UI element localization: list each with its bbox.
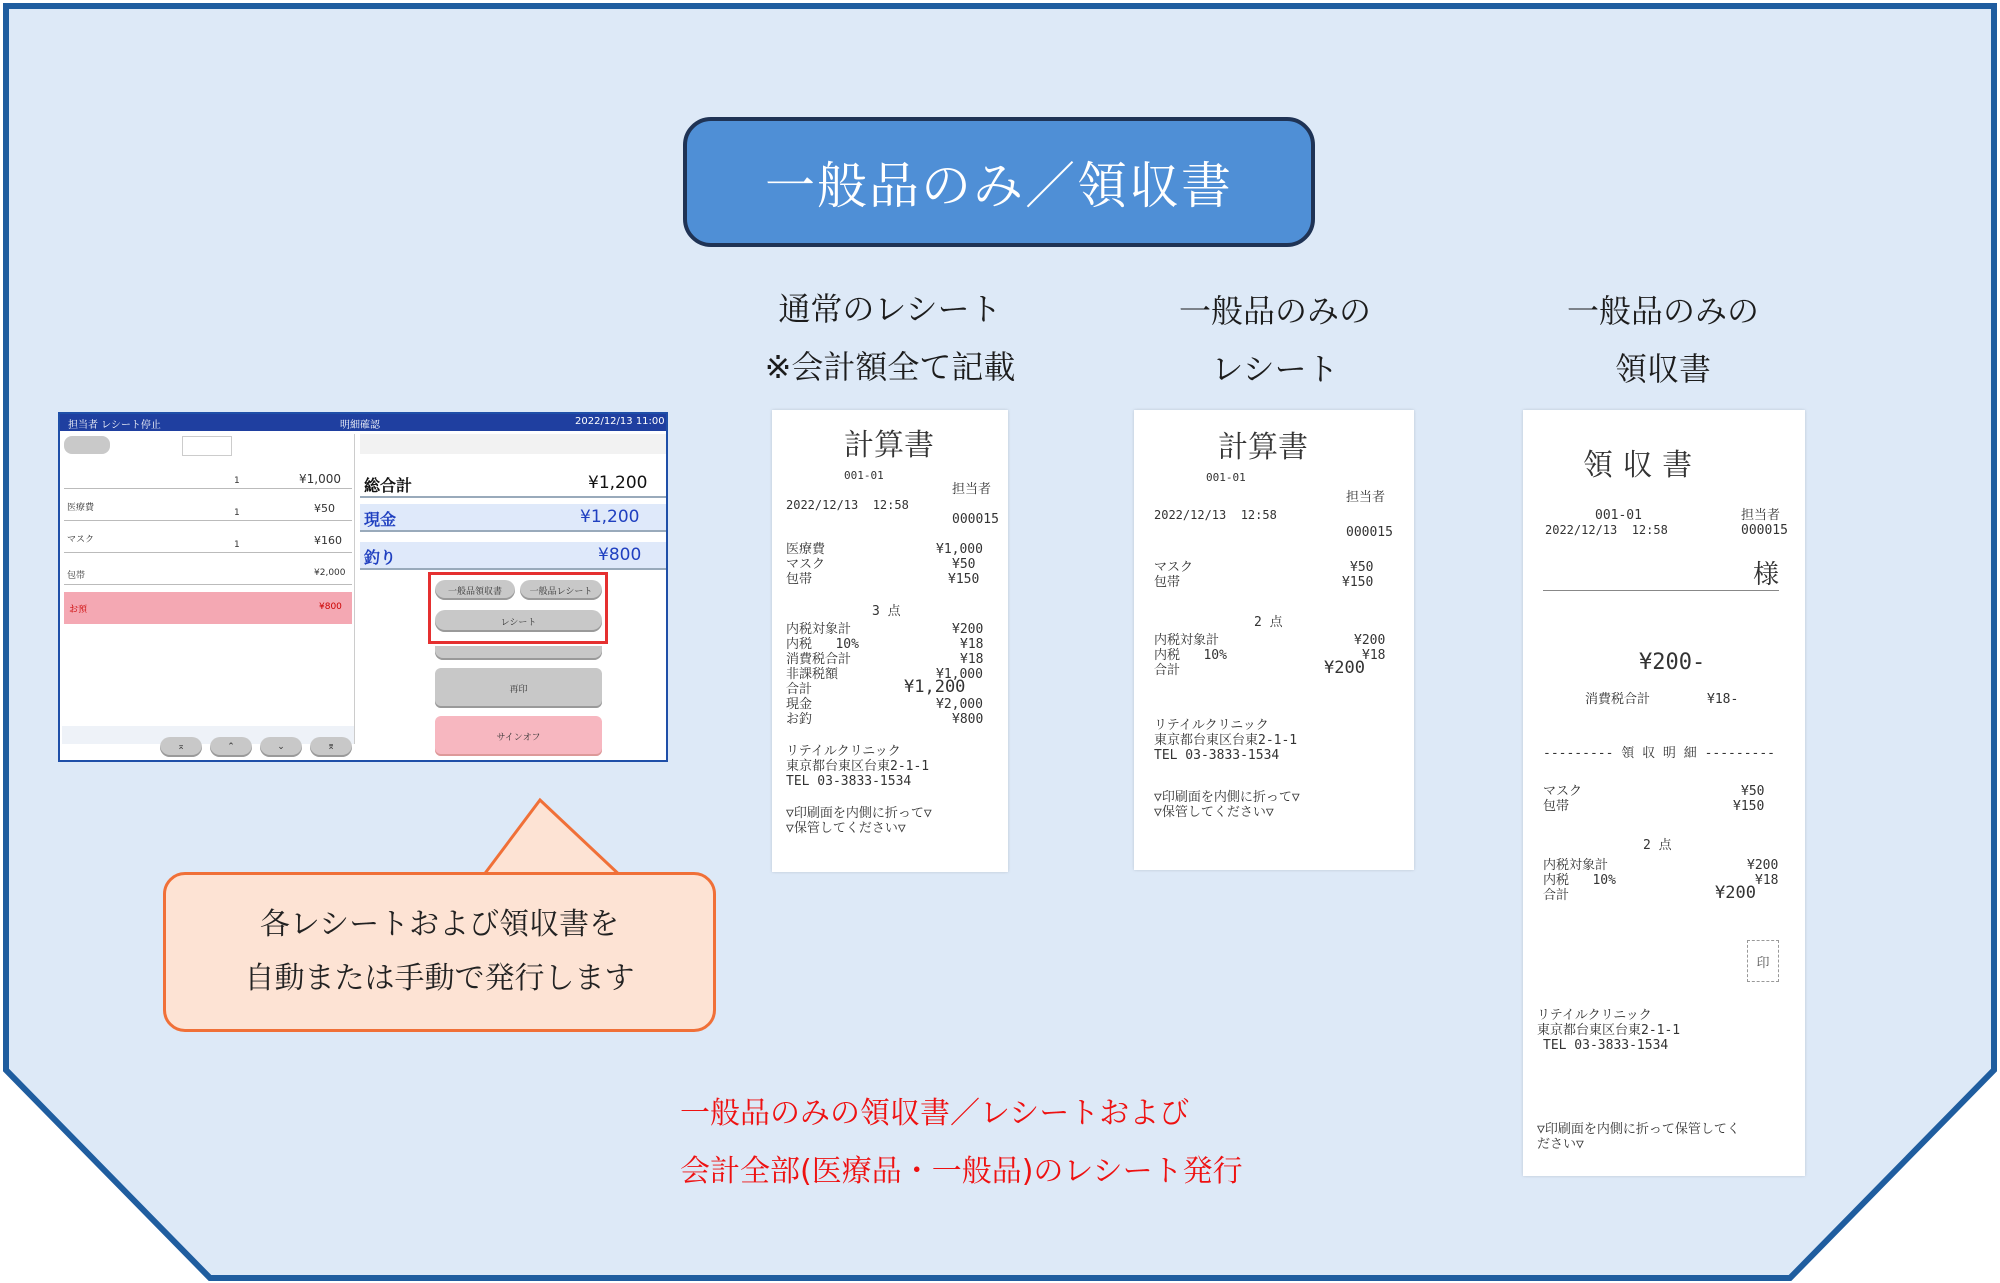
stamp-box: 印 (1747, 940, 1779, 982)
receipt-button[interactable]: レシート (435, 610, 602, 632)
page-down-button[interactable]: ⌄ (260, 737, 302, 757)
signoff-button[interactable]: サインオフ (435, 716, 602, 756)
callout-line: 自動または手動で発行します (244, 961, 635, 996)
caption-line: ※会計額全て記載 (764, 348, 1016, 386)
receipt-heading: 領 収 書 (1583, 448, 1693, 483)
pos-total-field: 総合計 ¥1,200 (360, 470, 666, 498)
pos-quantity-box[interactable] (182, 436, 232, 456)
pos-item-list (62, 434, 355, 744)
pos-selected-row[interactable]: お預 ¥800 (64, 592, 352, 624)
caption-line: レシート (1211, 350, 1339, 388)
blank-button[interactable] (435, 646, 602, 660)
footer-line: 一般品のみの領収書／レシートおよび (680, 1096, 1190, 1131)
table-row[interactable]: 包帯 ¥2,000 (64, 554, 352, 585)
page-up-button[interactable]: ⌃ (210, 737, 252, 757)
receipt-heading: 計算書 (1218, 430, 1308, 465)
caption-normal-receipt (740, 280, 1040, 396)
general-receipt-button[interactable]: 一般品領収書 (435, 580, 515, 600)
name-line (1543, 590, 1779, 591)
reprint-button[interactable]: 再印 (435, 668, 602, 708)
pos-toggle-button[interactable] (64, 436, 110, 454)
page-title: 一般品のみ／領収書 (683, 117, 1315, 247)
caption-line: 一般品のみの (1566, 292, 1759, 330)
scroll-bottom-button[interactable]: ⌆ (310, 737, 352, 757)
footer-note (680, 1085, 1380, 1201)
pos-screen (58, 412, 668, 762)
caption-line: 一般品のみの (1178, 292, 1371, 330)
footer-line: 会計全部(医療品・一般品)のレシート発行 (680, 1154, 1243, 1189)
pos-topbar-clock: 2022/12/13 11:00 (575, 416, 665, 427)
pos-title-bar (60, 414, 666, 431)
general-slip-button[interactable]: 一般品レシート (520, 580, 602, 600)
table-row[interactable]: 1 ¥1,000 (64, 458, 352, 489)
pos-change-field: 釣り ¥800 (360, 542, 666, 570)
caption-general-receipt (1130, 282, 1420, 398)
receipt-heading: 計算書 (844, 428, 934, 463)
caption-ryoshu (1518, 282, 1808, 398)
callout-line: 各レシートおよび領収書を (259, 907, 620, 942)
receipt-general: 計算書 001-01 担当者 2022/12/13 12:58 000015 マスク ¥50 包帯 ¥150 2 点 内税対象計 ¥200 内税 10% ¥18 合計 ¥200 リテイルクリニック 東京都台東区台東2-1-1 TEL 03-3833-1534 ▽印刷面を内側に折って▽ ▽保管してください▽ (1134, 410, 1414, 870)
receipt-normal: 計算書 001-01 担当者 2022/12/13 12:58 000015 医療費 ¥1,000 マスク ¥50 包帯 ¥150 3 点 内税対象計 ¥200 内税 10% ¥18 消費税合計 ¥18 非課税額 ¥1,000 合計 ¥1,200 現金 ¥2,000 お釣 ¥800 リテイルクリニック 東京都台東区台東2-1-1 TEL 03-3833-1534 ▽印刷面を内側に折って▽ ▽保管してください▽ (772, 410, 1008, 872)
pos-topbar-left: 担当者 レシート停止 (68, 420, 161, 431)
caption-line: 領収書 (1614, 350, 1711, 388)
table-row[interactable]: マスク 1 ¥160 (64, 522, 352, 553)
table-row[interactable]: 医療費 1 ¥50 (64, 490, 352, 521)
callout-box (163, 872, 716, 1032)
receipt-ryoshu: 領 収 書 001-01 担当者 2022/12/13 12:58 000015 様 ¥200- 消費税合計 ¥18- --------- 領 収 明 細 --------- マスク ¥50 包帯 ¥150 2 点 内税対象計 ¥200 内税 10% ¥18 合計 ¥200 印 リテイルクリニック 東京都台東区台東2-1-1 TEL 03-3833-1534 ▽印刷面を内側に折って保管してく ださい▽ (1523, 410, 1805, 1176)
scroll-top-button[interactable]: ⌅ (160, 737, 202, 757)
caption-line: 通常のレシート (778, 290, 1002, 328)
pos-summary-header (360, 434, 666, 454)
pos-topbar-mid: 明細確認 (340, 420, 380, 431)
pos-cash-field: 現金 ¥1,200 (360, 504, 666, 532)
